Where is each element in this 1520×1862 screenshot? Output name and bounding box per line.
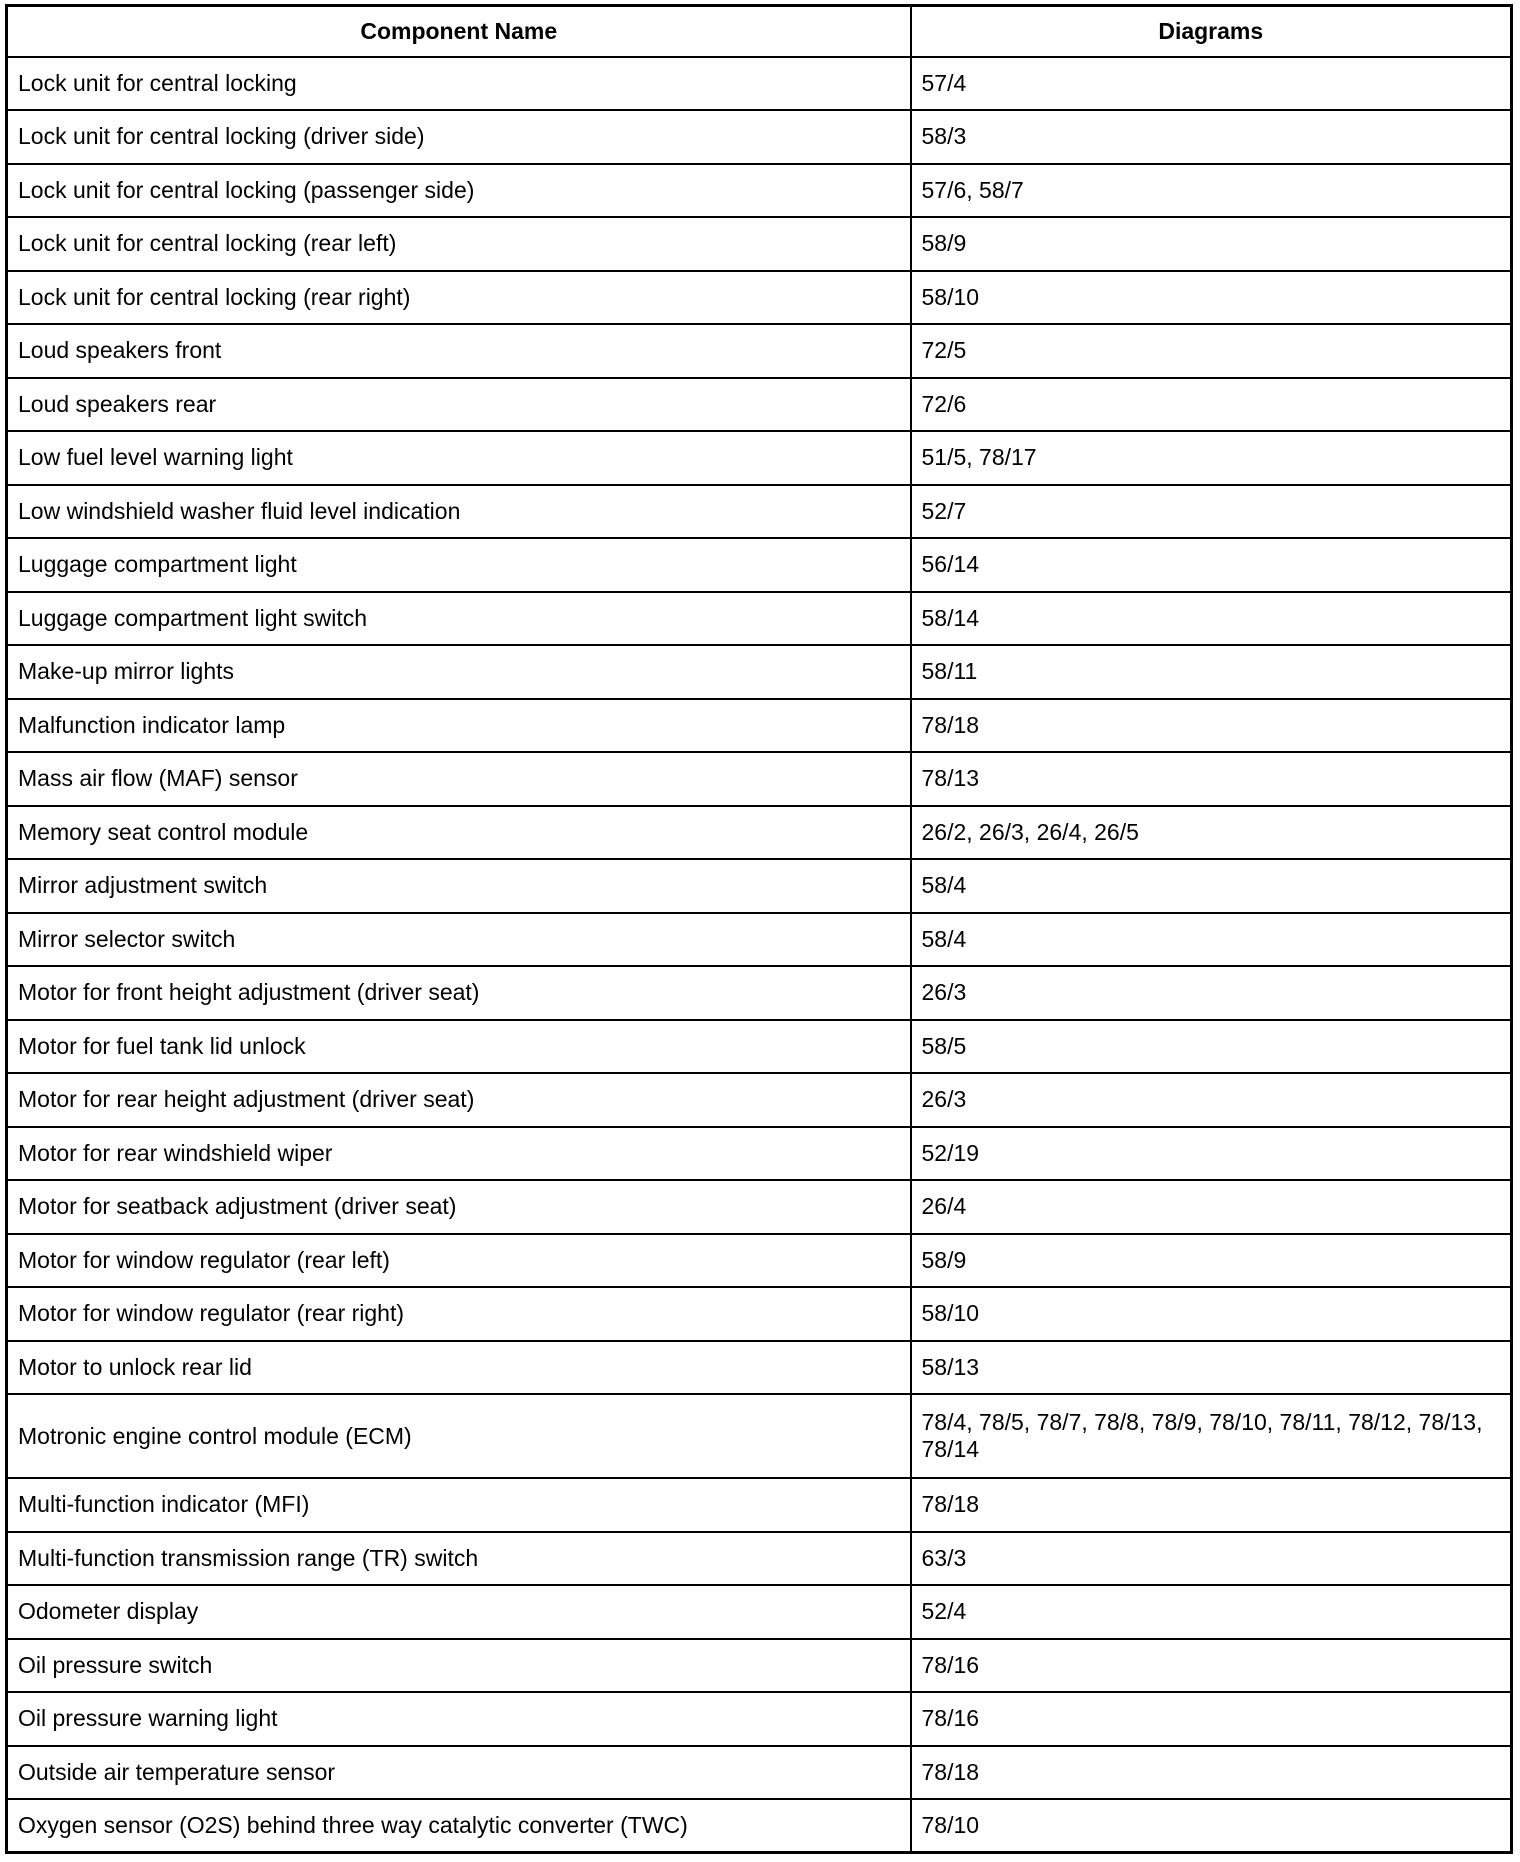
component-name-cell: Mass air flow (MAF) sensor bbox=[7, 752, 911, 806]
component-name-cell: Mirror selector switch bbox=[7, 913, 911, 967]
component-name-cell: Multi-function transmission range (TR) switch bbox=[7, 1532, 911, 1586]
component-name-cell: Multi-function indicator (MFI) bbox=[7, 1478, 911, 1532]
table-row bbox=[7, 966, 1512, 1020]
diagrams-cell: 56/14 bbox=[911, 538, 1512, 592]
table-row bbox=[7, 1287, 1512, 1341]
table-row bbox=[7, 1020, 1512, 1074]
diagrams-cell: 58/13 bbox=[911, 1341, 1512, 1395]
diagrams-cell: 63/3 bbox=[911, 1532, 1512, 1586]
table-row bbox=[7, 217, 1512, 271]
diagrams-cell: 26/4 bbox=[911, 1180, 1512, 1234]
component-name-cell: Memory seat control module bbox=[7, 806, 911, 860]
diagrams-cell: 78/10 bbox=[911, 1799, 1512, 1853]
diagrams-cell: 57/4 bbox=[911, 57, 1512, 111]
column-header-component-name: Component Name bbox=[7, 6, 911, 57]
diagrams-cell: 26/3 bbox=[911, 966, 1512, 1020]
table-row bbox=[7, 378, 1512, 432]
table-header-row bbox=[7, 6, 1512, 57]
diagrams-cell: 58/5 bbox=[911, 1020, 1512, 1074]
component-name-cell: Motor to unlock rear lid bbox=[7, 1341, 911, 1395]
component-name-cell: Motor for window regulator (rear left) bbox=[7, 1234, 911, 1288]
diagrams-cell: 72/6 bbox=[911, 378, 1512, 432]
table-row bbox=[7, 431, 1512, 485]
table-row bbox=[7, 164, 1512, 218]
component-table bbox=[5, 4, 1513, 1854]
component-name-cell: Lock unit for central locking bbox=[7, 57, 911, 111]
diagrams-cell: 26/3 bbox=[911, 1073, 1512, 1127]
diagrams-cell: 58/3 bbox=[911, 110, 1512, 164]
diagrams-cell: 58/9 bbox=[911, 1234, 1512, 1288]
table-row bbox=[7, 1799, 1512, 1853]
diagrams-cell: 57/6, 58/7 bbox=[911, 164, 1512, 218]
component-name-cell: Oil pressure switch bbox=[7, 1639, 911, 1693]
diagrams-cell: 58/10 bbox=[911, 1287, 1512, 1341]
component-name-cell: Motor for window regulator (rear right) bbox=[7, 1287, 911, 1341]
component-name-cell: Loud speakers rear bbox=[7, 378, 911, 432]
diagrams-cell: 78/4, 78/5, 78/7, 78/8, 78/9, 78/10, 78/11, 78/12, 78/13, 78/14 bbox=[911, 1394, 1512, 1478]
component-name-cell: Luggage compartment light bbox=[7, 538, 911, 592]
diagrams-cell: 58/9 bbox=[911, 217, 1512, 271]
table-row bbox=[7, 1692, 1512, 1746]
table-body bbox=[7, 57, 1512, 1853]
component-name-cell: Lock unit for central locking (rear right) bbox=[7, 271, 911, 325]
table-row bbox=[7, 1127, 1512, 1181]
table-row bbox=[7, 806, 1512, 860]
diagrams-cell: 58/4 bbox=[911, 913, 1512, 967]
diagrams-cell: 78/18 bbox=[911, 1746, 1512, 1800]
table-row bbox=[7, 1478, 1512, 1532]
component-name-cell: Lock unit for central locking (driver side) bbox=[7, 110, 911, 164]
table-row bbox=[7, 271, 1512, 325]
component-name-cell: Mirror adjustment switch bbox=[7, 859, 911, 913]
component-name-cell: Loud speakers front bbox=[7, 324, 911, 378]
table-row bbox=[7, 1585, 1512, 1639]
diagrams-cell: 72/5 bbox=[911, 324, 1512, 378]
diagrams-cell: 26/2, 26/3, 26/4, 26/5 bbox=[911, 806, 1512, 860]
table-row bbox=[7, 538, 1512, 592]
diagrams-cell: 58/10 bbox=[911, 271, 1512, 325]
table-row bbox=[7, 1341, 1512, 1395]
diagrams-cell: 78/16 bbox=[911, 1692, 1512, 1746]
component-name-cell: Luggage compartment light switch bbox=[7, 592, 911, 646]
document-page bbox=[5, 4, 1510, 1854]
component-name-cell: Lock unit for central locking (passenger side) bbox=[7, 164, 911, 218]
diagrams-cell: 78/16 bbox=[911, 1639, 1512, 1693]
diagrams-cell: 58/14 bbox=[911, 592, 1512, 646]
table-row bbox=[7, 913, 1512, 967]
table-row bbox=[7, 1180, 1512, 1234]
component-name-cell: Make-up mirror lights bbox=[7, 645, 911, 699]
component-name-cell: Lock unit for central locking (rear left) bbox=[7, 217, 911, 271]
table-row bbox=[7, 1746, 1512, 1800]
diagrams-cell: 58/4 bbox=[911, 859, 1512, 913]
component-name-cell: Low windshield washer fluid level indication bbox=[7, 485, 911, 539]
diagrams-cell: 58/11 bbox=[911, 645, 1512, 699]
component-name-cell: Outside air temperature sensor bbox=[7, 1746, 911, 1800]
table-row bbox=[7, 485, 1512, 539]
diagrams-cell: 78/18 bbox=[911, 1478, 1512, 1532]
component-name-cell: Oil pressure warning light bbox=[7, 1692, 911, 1746]
component-name-cell: Motor for front height adjustment (driver seat) bbox=[7, 966, 911, 1020]
diagrams-cell: 78/13 bbox=[911, 752, 1512, 806]
table-row bbox=[7, 110, 1512, 164]
component-name-cell: Malfunction indicator lamp bbox=[7, 699, 911, 753]
table-row bbox=[7, 752, 1512, 806]
component-name-cell: Low fuel level warning light bbox=[7, 431, 911, 485]
table-row bbox=[7, 1073, 1512, 1127]
table-row bbox=[7, 1234, 1512, 1288]
table-row bbox=[7, 699, 1512, 753]
table-row bbox=[7, 1532, 1512, 1586]
table-row bbox=[7, 324, 1512, 378]
table-row bbox=[7, 645, 1512, 699]
table-row bbox=[7, 1394, 1512, 1478]
diagrams-cell: 52/7 bbox=[911, 485, 1512, 539]
table-row bbox=[7, 1639, 1512, 1693]
table-row bbox=[7, 592, 1512, 646]
table-row bbox=[7, 57, 1512, 111]
diagrams-cell: 51/5, 78/17 bbox=[911, 431, 1512, 485]
component-name-cell: Motor for fuel tank lid unlock bbox=[7, 1020, 911, 1074]
component-name-cell: Odometer display bbox=[7, 1585, 911, 1639]
diagrams-cell: 52/19 bbox=[911, 1127, 1512, 1181]
diagrams-cell: 52/4 bbox=[911, 1585, 1512, 1639]
diagrams-cell: 78/18 bbox=[911, 699, 1512, 753]
component-name-cell: Motronic engine control module (ECM) bbox=[7, 1394, 911, 1478]
table-row bbox=[7, 859, 1512, 913]
column-header-diagrams: Diagrams bbox=[911, 6, 1512, 57]
component-name-cell: Motor for seatback adjustment (driver seat) bbox=[7, 1180, 911, 1234]
component-name-cell: Motor for rear height adjustment (driver seat) bbox=[7, 1073, 911, 1127]
component-name-cell: Oxygen sensor (O2S) behind three way catalytic converter (TWC) bbox=[7, 1799, 911, 1853]
component-name-cell: Motor for rear windshield wiper bbox=[7, 1127, 911, 1181]
